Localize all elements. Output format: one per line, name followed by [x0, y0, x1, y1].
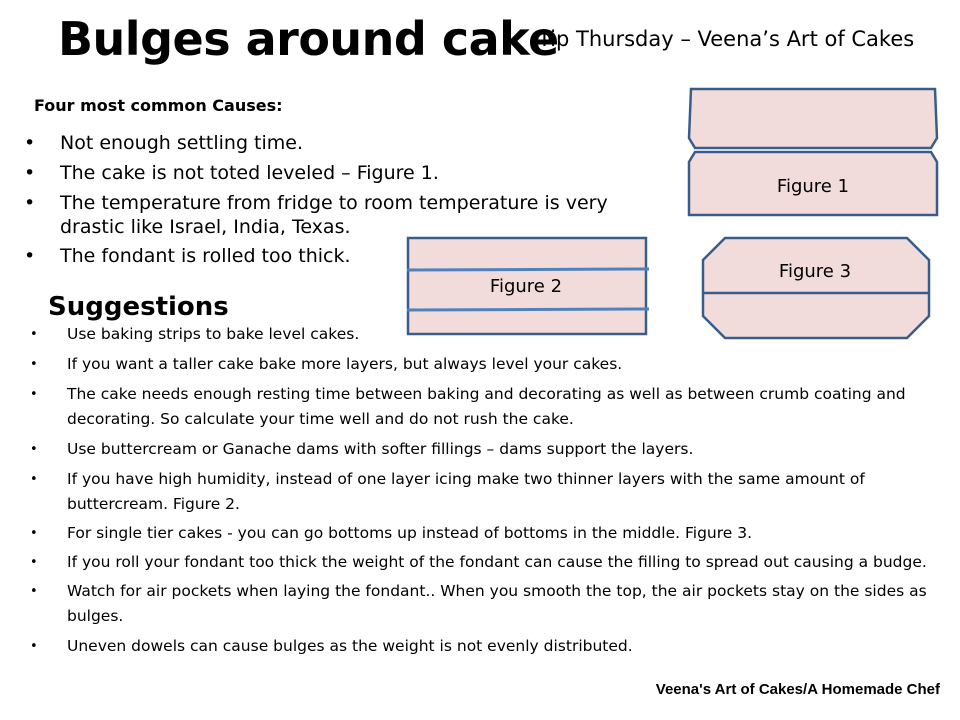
list-item: [30, 382, 945, 432]
bullet-icon: •: [30, 327, 38, 342]
bullet-icon: •: [30, 472, 38, 487]
list-item: [30, 467, 945, 517]
figure-2-icing-line-bottom: [407, 309, 649, 310]
suggestion-text: If you want a taller cake bake more layers, but always level your cakes.: [67, 355, 623, 373]
list-item: [30, 437, 945, 462]
suggestions-list: [30, 322, 945, 659]
list-item: [24, 161, 664, 185]
list-item: [24, 191, 650, 239]
bullet-icon: •: [30, 526, 38, 541]
list-item: [24, 131, 664, 155]
bullet-icon: •: [30, 555, 38, 570]
subtitle: Tip Thursday – Veena’s Art of Cakes: [538, 27, 915, 51]
suggestion-text: The cake needs enough resting time between baking and decorating as well as between crumb coating and decorating. So calculate your time well and do not rush the cake.: [67, 385, 906, 428]
suggestion-text: Use buttercream or Ganache dams with softer fillings – dams support the layers.: [67, 440, 694, 458]
figure-1-label: Figure 1: [776, 176, 850, 197]
causes-heading: Four most common Causes:: [34, 96, 283, 115]
cause-text: The fondant is rolled too thick.: [60, 245, 351, 267]
footer-credit: Veena's Art of Cakes/A Homemade Chef: [655, 681, 940, 698]
figure-1: [686, 86, 940, 218]
bullet-icon: •: [24, 245, 36, 267]
figure-3-label: Figure 3: [778, 261, 852, 282]
cause-text: Not enough settling time.: [60, 132, 304, 154]
bullet-icon: •: [24, 162, 36, 184]
suggestion-text: Use baking strips to bake level cakes.: [67, 325, 360, 343]
list-item: [30, 550, 945, 575]
bullet-icon: •: [24, 192, 36, 214]
bullet-icon: •: [30, 584, 38, 599]
suggestion-text: If you roll your fondant too thick the weight of the fondant can cause the filling to spread out causing a budge.: [67, 553, 927, 571]
bullet-icon: •: [30, 442, 38, 457]
list-item: [30, 322, 945, 347]
bullet-icon: •: [30, 357, 38, 372]
figure-2-icing-line-top: [407, 269, 649, 270]
list-item: [30, 579, 945, 629]
suggestions-heading: Suggestions: [48, 292, 229, 322]
cause-text: The temperature from fridge to room temperature is very drastic like Israel, India, Texas.: [60, 192, 608, 238]
list-item: [30, 521, 945, 546]
figure-2-label: Figure 2: [489, 276, 563, 297]
bullet-icon: •: [24, 132, 36, 154]
cause-text: The cake is not toted leveled – Figure 1.: [60, 162, 439, 184]
suggestion-text: For single tier cakes - you can go bottoms up instead of bottoms in the middle. Figure 3.: [67, 524, 753, 542]
suggestion-text: If you have high humidity, instead of one layer icing make two thinner layers with the same amount of buttercream. Figure 2.: [67, 470, 865, 513]
bullet-icon: •: [30, 639, 38, 654]
bullet-icon: •: [30, 387, 38, 402]
suggestion-text: Watch for air pockets when laying the fondant.. When you smooth the top, the air pockets stay on the sides as bulges.: [67, 582, 927, 625]
list-item: [30, 352, 945, 377]
figure-1-top-layer: [689, 89, 937, 148]
list-item: [30, 634, 945, 659]
page-title: Bulges around cake: [58, 12, 559, 66]
suggestion-text: Uneven dowels can cause bulges as the weight is not evenly distributed.: [67, 637, 633, 655]
